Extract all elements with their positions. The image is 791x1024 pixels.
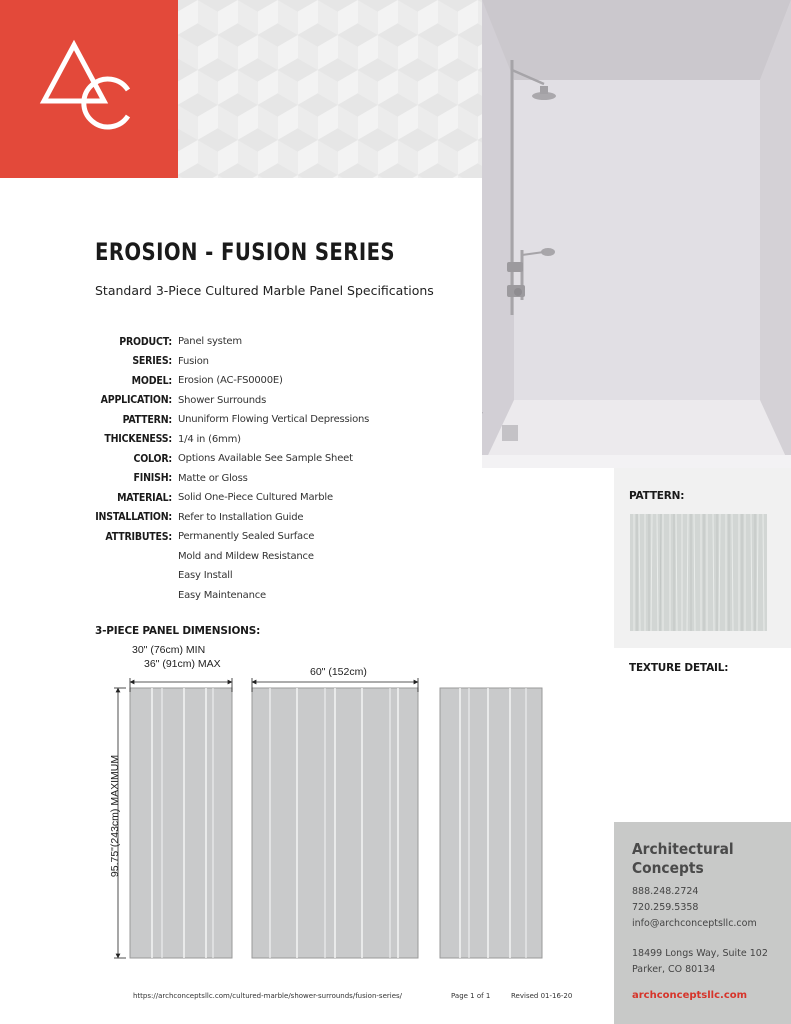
spec-value: Easy Maintenance bbox=[178, 589, 266, 601]
panel-dimensions-diagram bbox=[80, 640, 550, 970]
spec-value: Fusion bbox=[178, 355, 209, 367]
spec-label: SERIES: bbox=[132, 355, 172, 368]
spec-value: Refer to Installation Guide bbox=[178, 511, 304, 523]
side-panel-left bbox=[130, 688, 232, 958]
footer-page-number: Page 1 of 1 bbox=[451, 992, 491, 1000]
spec-label: COLOR: bbox=[133, 452, 172, 465]
dimensions-heading: 3-PIECE PANEL DIMENSIONS: bbox=[95, 625, 261, 637]
logo-block bbox=[0, 0, 178, 178]
company-phone2: 720.259.5358 bbox=[632, 902, 699, 913]
back-width-label: 60" (152cm) bbox=[310, 666, 367, 678]
spec-label: MODEL: bbox=[131, 374, 172, 387]
spec-row bbox=[80, 332, 480, 352]
company-name-line1: Architectural bbox=[632, 840, 734, 858]
spec-value: Permanently Sealed Surface bbox=[178, 531, 315, 543]
company-name-line2: Concepts bbox=[632, 859, 704, 877]
spec-value: 1/4 in (6mm) bbox=[178, 433, 241, 445]
spec-row bbox=[80, 371, 480, 391]
spec-row bbox=[80, 449, 480, 469]
company-contact bbox=[614, 822, 791, 1024]
side-min-label: 30" (76cm) MIN bbox=[132, 644, 206, 656]
spec-value: Mold and Mildew Resistance bbox=[178, 550, 314, 562]
ac-logo-icon bbox=[0, 0, 178, 178]
spec-row bbox=[80, 527, 480, 547]
spec-value: Panel system bbox=[178, 336, 242, 348]
spec-table bbox=[80, 332, 480, 605]
spec-row bbox=[80, 566, 480, 586]
side-panel-right bbox=[440, 688, 542, 958]
company-phone1: 888.248.2724 bbox=[632, 886, 699, 897]
spec-label: MATERIAL: bbox=[117, 491, 172, 504]
spec-row bbox=[80, 547, 480, 567]
company-email[interactable]: info@archconceptsllc.com bbox=[632, 918, 757, 929]
spec-value: Options Available See Sample Sheet bbox=[178, 453, 353, 465]
spec-label: FINISH: bbox=[133, 472, 172, 485]
spec-row bbox=[80, 391, 480, 411]
spec-value: Solid One-Piece Cultured Marble bbox=[178, 492, 333, 504]
spec-value: Shower Surrounds bbox=[178, 394, 267, 406]
spec-value: Erosion (AC-FS0000E) bbox=[178, 375, 283, 387]
shower-photo bbox=[482, 0, 791, 468]
spec-label: APPLICATION: bbox=[100, 394, 172, 407]
company-address1: 18499 Longs Way, Suite 102 bbox=[632, 948, 768, 959]
spec-row bbox=[80, 430, 480, 450]
spec-label: THICKENESS: bbox=[104, 433, 172, 446]
spec-label: PATTERN: bbox=[122, 413, 172, 426]
spec-row bbox=[80, 508, 480, 528]
spec-row bbox=[80, 488, 480, 508]
header-pattern bbox=[178, 0, 482, 178]
spec-label: PRODUCT: bbox=[119, 335, 172, 348]
pattern-swatch bbox=[630, 514, 767, 631]
spec-value: Matte or Gloss bbox=[178, 472, 248, 484]
company-address2: Parker, CO 80134 bbox=[632, 964, 716, 975]
side-max-label: 36" (91cm) MAX bbox=[144, 658, 221, 670]
spec-value: Ununiform Flowing Vertical Depressions bbox=[178, 414, 370, 426]
pattern-heading: PATTERN: bbox=[629, 490, 685, 502]
spec-label: INSTALLATION: bbox=[95, 511, 172, 524]
spec-row bbox=[80, 352, 480, 372]
company-website-link[interactable]: archconceptsllc.com bbox=[632, 990, 748, 1001]
spec-label: ATTRIBUTES: bbox=[105, 530, 172, 543]
footer-url[interactable]: https://archconceptsllc.com/cultured-marble/shower-surrounds/fusion-series/ bbox=[133, 992, 403, 1000]
page-subtitle: Standard 3-Piece Cultured Marble Panel Specifications bbox=[95, 283, 434, 298]
back-panel bbox=[252, 688, 418, 958]
height-label: 95.75"(243cm) MAXIMUM bbox=[109, 754, 121, 878]
spec-value: Easy Install bbox=[178, 570, 233, 582]
texture-heading: TEXTURE DETAIL: bbox=[629, 662, 729, 674]
spec-row bbox=[80, 410, 480, 430]
footer-revised-date: Revised 01-16-20 bbox=[511, 992, 573, 1000]
page-title: EROSION - FUSION SERIES bbox=[95, 238, 396, 266]
spec-row bbox=[80, 469, 480, 489]
spec-row bbox=[80, 586, 480, 606]
